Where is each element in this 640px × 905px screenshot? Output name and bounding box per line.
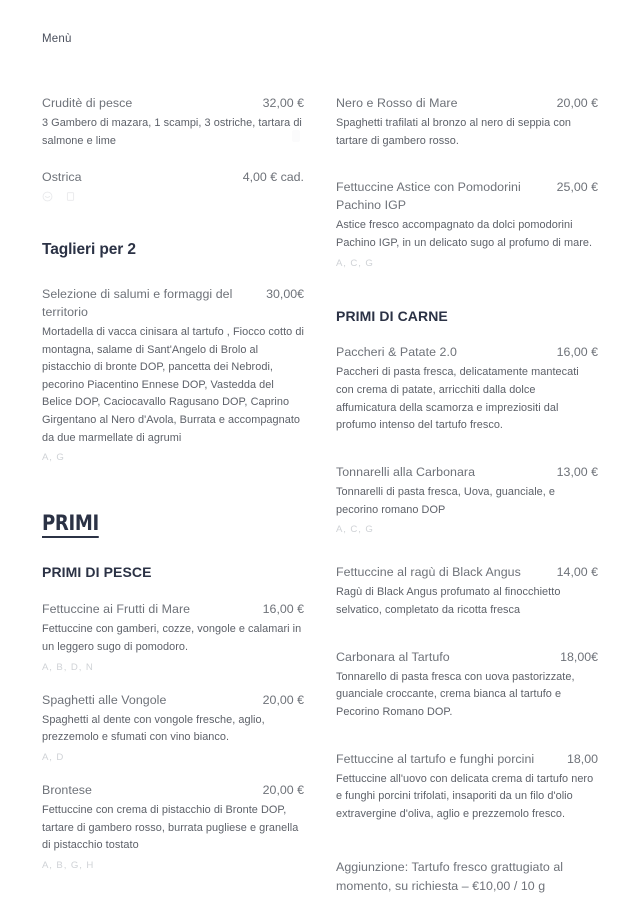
menu-item-price: 18,00 [566,751,598,766]
menu-item-description: Fettuccine con crema di pistacchio di Bronte DOP, tartare di gambero rosso, burrata pugliese e granella di pistacchio tostato [42,803,299,852]
menu-item[interactable] [336,751,598,824]
page-title: Menù [42,33,72,45]
spacer [42,221,304,241]
menu-item-name: Selezione di salumi e formaggi del territorio [42,286,233,319]
subsection-heading-primi-di-carne: PRIMI DI CARNE [336,307,448,324]
menu-item-price: 30,00€ [266,286,304,301]
menu-item-head [42,601,304,619]
menu-item[interactable] [336,344,598,435]
menu-item-allergens: A, G [42,452,65,464]
menu-item-head [336,95,598,113]
menu-item-head [336,649,598,667]
menu-item-head [42,692,304,710]
menu-item-head [42,286,304,322]
spacer [336,288,598,308]
menu-item-name: Brontese [42,782,92,797]
spacer [336,454,598,464]
menu-item-name: Cruditè di pesce [42,96,133,110]
menu-item[interactable] [336,95,598,150]
menu-item-head [336,464,598,482]
menu-item-description: Tonnarello di pasta fresca con uova pastorizzate, guanciale croccante, crema bianca al tartufo e Pecorino Romano DOP. [336,670,575,718]
spacer [336,169,598,179]
menu-item[interactable] [42,286,304,464]
section-heading-taglieri: Taglieri per 2 [42,241,136,259]
menu-item-description: Fettuccine con gamberi, cozze, vongole e calamari in un leggero sugo di pomodoro. [42,623,302,653]
menu-item-name: Spaghetti alle Vongole [42,692,167,707]
menu-item[interactable] [42,692,304,763]
menu-item-price: 20,00 € [556,96,598,110]
menu-item-price: 4,00 € cad. [242,170,304,185]
menu-item-head [336,751,598,769]
spacer [336,741,598,751]
menu-item-price: 13,00 € [556,464,598,479]
menu-item-price: 32,00 € [262,96,304,110]
menu-item-allergens: A, C, G [336,257,374,269]
menu-item-head [42,169,304,187]
menu-item-description: Ragù di Black Angus profumato al finocchietto selvatico, completato da ricotta fresca [336,586,561,616]
menu-item[interactable] [336,464,598,535]
menu-item-description: Paccheri di pasta fresca, delicatamente mantecati con crema di patate, arricchiti dalla dolce affumicatura della scamorza e impreziositi dal profumo intenso del tartufo fresco. [336,366,579,432]
menu-item[interactable] [336,179,598,268]
menu-item-price: 25,00 € [556,180,598,195]
menu-item-allergens: A, C, G [336,524,374,536]
allergen-icon-row [42,191,304,202]
menu-item-description: 3 Gambero di mazara, 1 scampi, 3 ostriche, tartara di salmone e lime [42,116,302,147]
menu-item-description: Fettuccine all'uovo con delicata crema di tartufo nero e funghi porcini trifolati, insaporiti da un filo d'olio extravergine d'oliva, aglio e prezzemolo fresco. [336,772,594,820]
menu-item-price: 18,00€ [560,649,598,664]
menu-item-head [336,179,598,215]
menu-item[interactable] [42,601,304,672]
menu-item-description: Spaghetti al dente con vongole fresche, aglio, prezzemolo e sfumati con vino bianco. [42,713,265,744]
menu-item-allergens: A, D [42,751,65,763]
menu-item-name: Ostrica [42,170,82,185]
menu-item-description: Mortadella di vacca cinisara al tartufo , Fiocco cotto di montagna, salame di Sant'Angelo di Brolo al pistacchio di bronte DOP, pancetta dei Nebrodi, pecorino Piacentino Ennese DOP, Vastedda del Belice DOP, Caciocavallo Ragusano DOP, Caprino Girgentano al Nero d'Avola, Burrata e accompagnato da due marmellate di agrumi [42,325,304,444]
spacer [42,482,304,502]
supplement-note: Aggiunzione: Tartufo fresco grattugiato al momento, su richiesta – €10,00 / 10 g [336,860,564,894]
menu-item-name: Fettuccine Astice con Pomodorini Pachino IGP [336,180,521,213]
menu-item-head [42,782,304,800]
spacer [336,842,598,852]
spacer [336,639,598,649]
left-column [42,95,304,890]
menu-item-name: Fettuccine ai Frutti di Mare [42,602,191,617]
section-heading-primi: PRIMI [42,512,99,538]
menu-item[interactable] [42,169,304,202]
menu-item-head [336,564,598,582]
menu-item-head [336,344,598,362]
menu-item-price: 16,00 € [556,345,598,360]
right-column [336,95,598,896]
menu-item[interactable] [42,782,304,871]
menu-item[interactable] [42,95,304,150]
spacer [336,554,598,564]
menu-item-description: Astice fresco accompagnato da dolci pomodorini Pachino IGP, in un delicato sugo al profumo di mare. [336,219,593,249]
allergen-d-icon [65,191,76,202]
menu-item-allergens: A, B, D, N [42,661,94,673]
menu-item-price: 16,00 € [262,602,304,617]
menu-item-name: Carbonara al Tartufo [336,649,450,664]
menu-item-head [42,95,304,113]
menu-item-name: Fettuccine al ragù di Black Angus [336,565,521,580]
menu-item-price: 20,00 € [262,692,304,707]
menu-item-name: Nero e Rosso di Mare [336,96,458,110]
section-heading-primi-wrap [42,512,304,538]
menu-item[interactable] [336,649,598,722]
menu-item-name: Paccheri & Patate 2.0 [336,345,457,360]
menu-item[interactable] [336,564,598,619]
menu-item-description: Tonnarelli di pasta fresca, Uova, guanciale, e pecorino romano DOP [336,485,556,516]
oyster-icon [42,191,53,202]
menu-item-description: Spaghetti trafilati al bronzo al nero di seppia con tartare di gambero rosso. [336,116,572,147]
subsection-heading-primi-di-pesce: PRIMI DI PESCE [42,564,152,581]
menu-item-allergens: A, B, G, H [42,859,95,871]
menu-item-price: 14,00 € [556,565,598,580]
menu-item-name: Tonnarelli alla Carbonara [336,464,476,479]
menu-item-price: 20,00 € [262,782,304,797]
menu-item-name: Fettuccine al tartufo e funghi porcini [336,751,535,766]
